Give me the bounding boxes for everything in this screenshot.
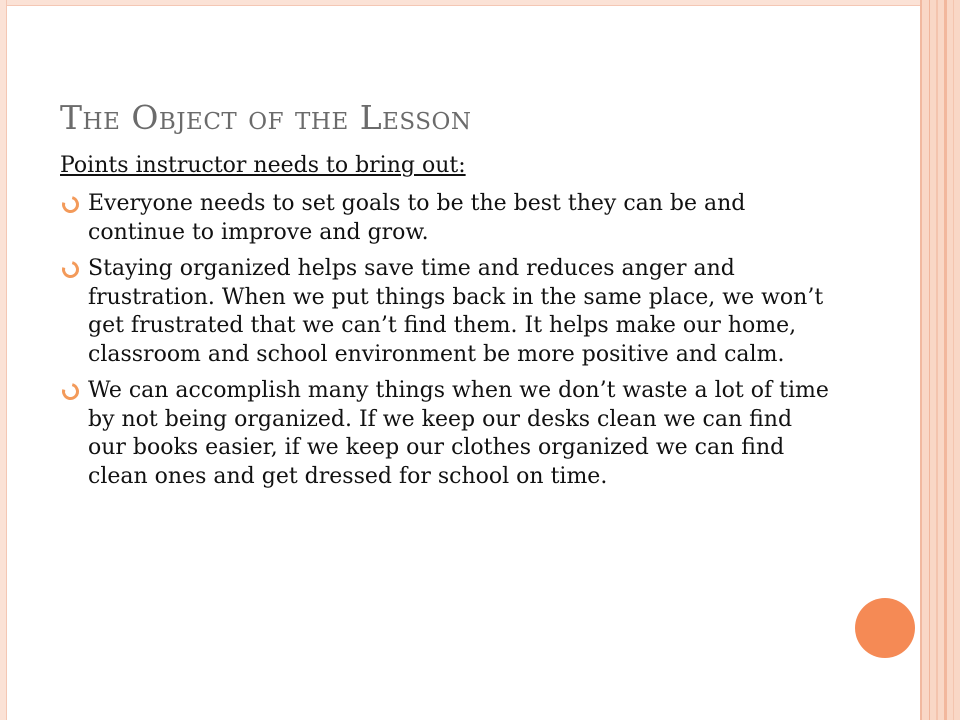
- bullet-item: [60, 377, 850, 491]
- bullet-text: Staying organized helps save time and reduces anger and frustration. When we put things back in the same place, we won’t get frustrated that we can’t find them. It helps make our home, classroom and school environment be more positive and calm.: [88, 256, 824, 367]
- bullet-text: We can accomplish many things when we don’t waste a lot of time by not being organized. If we keep our desks clean we can find our books easier, if we keep our clothes organized we can find clean ones and get dressed for school on time.: [88, 378, 829, 489]
- bullet-item: [60, 190, 850, 247]
- bullet-text: Everyone needs to set goals to be the best they can be and continue to improve and grow.: [88, 191, 746, 245]
- bullet-icon: [59, 258, 82, 281]
- slide-title: The Object of the Lesson: [60, 98, 472, 137]
- bullet-list: [60, 190, 850, 491]
- slide-right-band: [920, 0, 960, 720]
- bullet-icon: [59, 193, 82, 216]
- right-stripe: [920, 0, 922, 720]
- bullet-icon: [59, 380, 82, 403]
- right-stripe: [936, 0, 938, 720]
- slide-left-border: [0, 0, 7, 720]
- right-stripe: [944, 0, 947, 720]
- right-stripe: [929, 0, 930, 720]
- orange-circle-icon: [855, 598, 915, 658]
- slide-content: [60, 150, 850, 499]
- right-stripe: [953, 0, 954, 720]
- bullet-item: [60, 255, 850, 369]
- subheading: Points instructor needs to bring out:: [60, 153, 466, 178]
- slide-top-border: [0, 0, 920, 6]
